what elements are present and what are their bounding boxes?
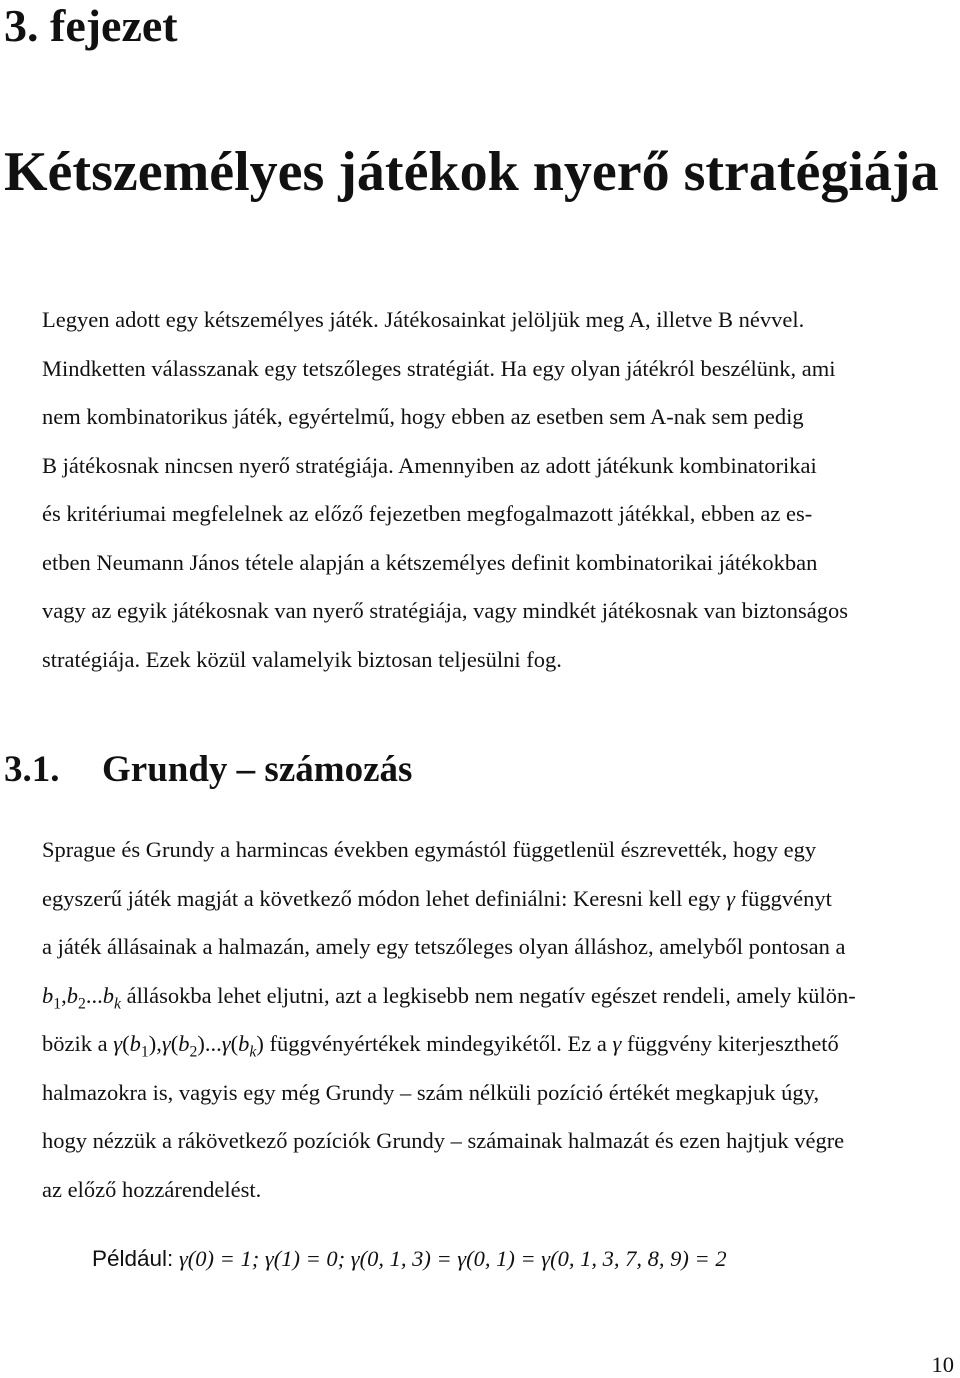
dots: ...	[85, 982, 103, 1008]
gamma-symbol: γ	[221, 1031, 231, 1056]
subscript: 1	[140, 1043, 149, 1061]
b-symbol: b	[238, 1031, 250, 1056]
dots: ...	[204, 1031, 222, 1056]
gamma-symbol: γ	[726, 885, 736, 911]
chapter-title: Kétszemélyes játékok nyerő stratégiája	[4, 141, 939, 203]
grundy-text: bözik a	[42, 1031, 108, 1056]
gamma-symbol: γ	[113, 1031, 123, 1056]
grundy-line: hogy nézzük a rákövetkező pozíciók Grundy – számainak halmazát és ezen hajtjuk végre	[42, 1128, 845, 1153]
intro-paragraph	[4, 296, 955, 684]
subscript: k	[249, 1043, 257, 1061]
grundy-line: a játék állásainak a halmazán, amely egy tetszőleges olyan álláshoz, amelyből pontosan a	[42, 934, 846, 959]
subscript: 1	[53, 995, 62, 1012]
b-symbol: b	[42, 982, 54, 1008]
example-formula: γ(0) = 1; γ(1) = 0; γ(0, 1, 3) = γ(0, 1) = γ(0, 1, 3, 7, 8, 9) = 2	[178, 1246, 727, 1271]
chapter-label: 3. fejezet	[4, 0, 178, 51]
grundy-paragraph	[4, 826, 955, 1214]
intro-line: Mindketten válasszanak egy tetszőleges stratégiát. Ha egy olyan játékról beszélünk, ami	[42, 355, 836, 381]
grundy-text: függvényértékek mindegyikétől. Ez a	[269, 1031, 607, 1056]
intro-line: Legyen adott egy kétszemélyes játék. Játékosainkat jelöljük meg A, illetve B névvel.	[42, 307, 805, 332]
b-symbol: b	[129, 1031, 141, 1056]
b-symbol: b	[178, 1031, 190, 1056]
gamma-symbol: γ	[161, 1031, 171, 1056]
subscript: 2	[189, 1043, 198, 1061]
grundy-line	[4, 875, 955, 924]
intro-line: B játékosnak nincsen nyerő stratégiája. Amennyiben az adott játékunk kombinatorikai	[42, 452, 817, 478]
subscript: 2	[78, 995, 86, 1012]
subscript: k	[114, 995, 121, 1012]
intro-line: és kritériumai megfelelnek az előző fejezetben megfogalmazott játékkal, ebben az es-	[42, 501, 813, 526]
grundy-text: egyszerű játék magját a következő módon lehet definiálni: Keresni kell egy	[42, 885, 721, 911]
grundy-line	[4, 972, 955, 1021]
section-number: 3.1.	[4, 749, 60, 790]
section-heading	[4, 748, 412, 792]
section-title: Grundy – számozás	[102, 749, 413, 790]
grundy-text: függvényt	[740, 885, 832, 911]
example-label: Például:	[92, 1246, 174, 1271]
b-symbol: b	[102, 982, 114, 1008]
grundy-line: bözik a $\gamma(b_1),\gamma(b_2)...\gamma(b_k)$ függvényértékek mindegyikétől. Ez a γ függvény kiterjeszthető	[42, 1031, 839, 1061]
intro-line: stratégiája. Ezek közül valamelyik biztosan teljesülni fog.	[42, 646, 562, 672]
grundy-line: az előző hozzárendelést.	[42, 1176, 262, 1202]
page-number: 10	[931, 1352, 954, 1377]
grundy-text: függvény kiterjeszthető	[627, 1031, 839, 1056]
comma: ,	[156, 1031, 162, 1056]
b-symbol: b	[66, 982, 78, 1008]
comma: ,	[61, 982, 67, 1008]
grundy-text: állásokba lehet eljutni, azt a legkisebb nem negatív egészet rendeli, amely külön-	[126, 982, 856, 1008]
example-line	[92, 1237, 727, 1281]
intro-line: etben Neumann János tétele alapján a kétszemélyes definit kombinatorikai játékokban	[42, 549, 818, 575]
grundy-line: Sprague és Grundy a harmincas években egymástól függetlenül észrevették, hogy egy	[42, 837, 817, 862]
intro-line: nem kombinatorikus játék, egyértelmű, hogy ebben az esetben sem A-nak sem pedig	[42, 404, 804, 429]
gamma-symbol: γ	[612, 1031, 622, 1056]
grundy-line: halmazokra is, vagyis egy még Grundy – szám nélküli pozíció értékét megkapjuk úgy,	[42, 1079, 820, 1105]
intro-line: vagy az egyik játékosnak van nyerő stratégiája, vagy mindkét játékosnak van biztonságos	[42, 598, 849, 623]
